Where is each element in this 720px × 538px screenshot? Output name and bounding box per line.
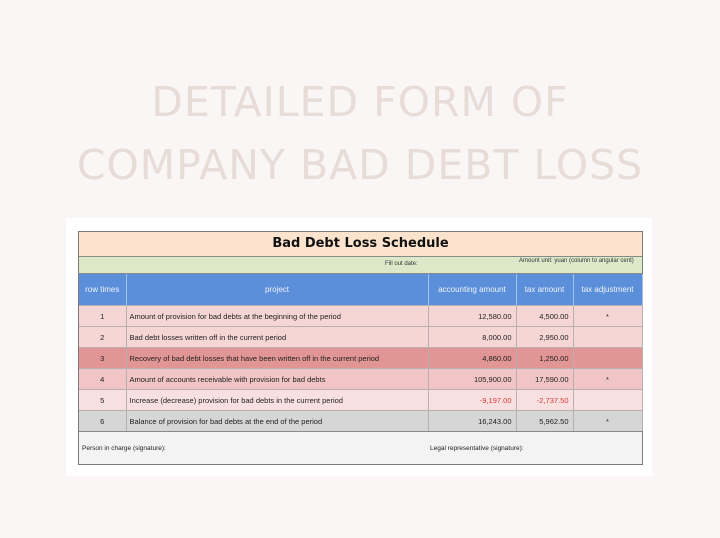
row-project: Amount of provision for bad debts at the beginning of the period bbox=[126, 306, 428, 327]
row-project: Recovery of bad debt losses that have been written off in the current period bbox=[126, 348, 428, 369]
row-project: Balance of provision for bad debts at the end of the period bbox=[126, 411, 428, 432]
row-project: Amount of accounts receivable with provision for bad debts bbox=[126, 369, 428, 390]
table-row bbox=[79, 327, 642, 348]
row-number: 1 bbox=[79, 306, 126, 327]
table-row bbox=[79, 390, 642, 411]
row-tax-adjustment bbox=[573, 327, 642, 348]
row-project: Increase (decrease) provision for bad debts in the current period bbox=[126, 390, 428, 411]
person-in-charge-label: Person in charge (signature): bbox=[82, 445, 166, 452]
column-header-row-times: row times bbox=[79, 274, 126, 306]
sheet-info-row bbox=[79, 257, 642, 274]
row-tax-amount: -2,737.50 bbox=[516, 390, 573, 411]
row-accounting-amount: 12,580.00 bbox=[428, 306, 516, 327]
legal-representative-label: Legal representative (signature): bbox=[430, 445, 524, 452]
row-accounting-amount: 16,243.00 bbox=[428, 411, 516, 432]
page-headline-line2: COMPANY BAD DEBT LOSS bbox=[76, 141, 644, 189]
column-header-project: project bbox=[126, 274, 428, 306]
table-row bbox=[79, 306, 642, 327]
row-tax-amount: 2,950.00 bbox=[516, 327, 573, 348]
column-header-accounting-amount: accounting amount bbox=[428, 274, 516, 306]
row-tax-amount: 5,962.50 bbox=[516, 411, 573, 432]
fill-out-date-label: Fill out date: bbox=[385, 261, 418, 267]
row-number: 3 bbox=[79, 348, 126, 369]
bad-debt-schedule-sheet bbox=[78, 231, 643, 465]
row-tax-adjustment: * bbox=[573, 369, 642, 390]
row-tax-adjustment: * bbox=[573, 411, 642, 432]
row-number: 6 bbox=[79, 411, 126, 432]
row-tax-adjustment bbox=[573, 390, 642, 411]
table-row bbox=[79, 411, 642, 432]
schedule-table bbox=[79, 274, 643, 431]
table-header-row bbox=[79, 274, 642, 306]
row-number: 2 bbox=[79, 327, 126, 348]
amount-unit-label: Amount unit: yuan (column to angular cent) bbox=[519, 258, 634, 264]
row-accounting-amount: -9,197.00 bbox=[428, 390, 516, 411]
row-accounting-amount: 4,860.00 bbox=[428, 348, 516, 369]
sheet-title: Bad Debt Loss Schedule bbox=[79, 232, 642, 257]
row-tax-amount: 4,500.00 bbox=[516, 306, 573, 327]
row-tax-adjustment: * bbox=[573, 306, 642, 327]
table-row bbox=[79, 348, 642, 369]
signature-row bbox=[79, 431, 642, 464]
column-header-tax-adjustment: tax adjustment bbox=[573, 274, 642, 306]
row-number: 5 bbox=[79, 390, 126, 411]
page-headline-line1: DETAILED FORM OF bbox=[151, 78, 569, 126]
row-accounting-amount: 105,900.00 bbox=[428, 369, 516, 390]
row-tax-amount: 17,590.00 bbox=[516, 369, 573, 390]
table-row bbox=[79, 369, 642, 390]
column-header-tax-amount: tax amount bbox=[516, 274, 573, 306]
row-project: Bad debt losses written off in the current period bbox=[126, 327, 428, 348]
row-number: 4 bbox=[79, 369, 126, 390]
row-accounting-amount: 8,000.00 bbox=[428, 327, 516, 348]
row-tax-adjustment bbox=[573, 348, 642, 369]
row-tax-amount: 1,250.00 bbox=[516, 348, 573, 369]
